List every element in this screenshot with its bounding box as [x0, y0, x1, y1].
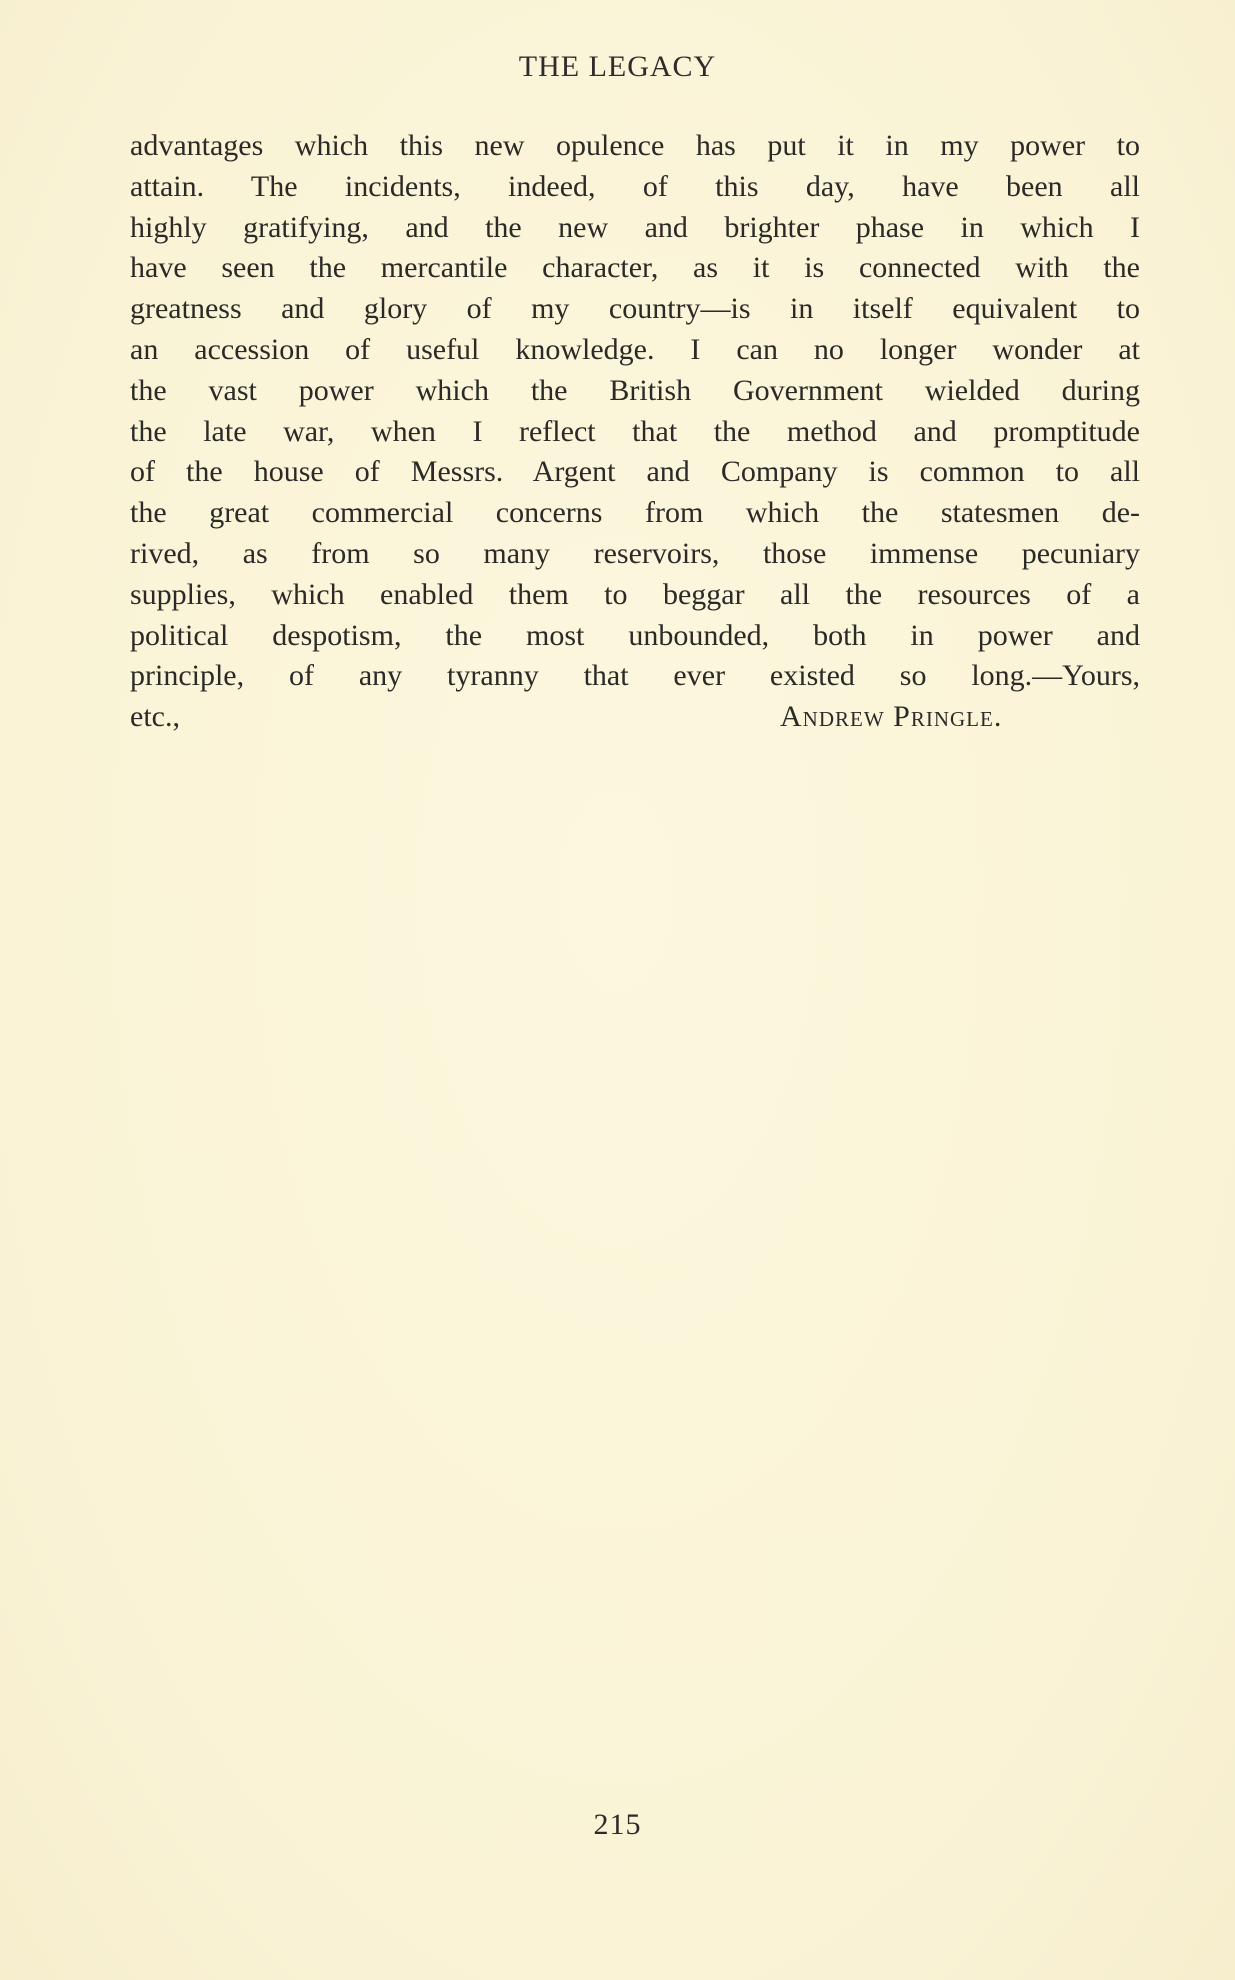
text-line: the great commercial concerns from which the statesmen de-	[130, 496, 1140, 530]
text-line: have seen the mercantile character, as it is connected with the	[130, 251, 1140, 285]
text-line: of the house of Messrs. Argent and Company is common to all	[130, 455, 1140, 489]
author-signature: Andrew Pringle.	[780, 700, 1003, 734]
running-head: THE LEGACY	[518, 50, 717, 83]
text-line: the late war, when I reflect that the method and promptitude	[130, 414, 1140, 448]
text-line: an accession of useful knowledge. I can no longer wonder at	[130, 332, 1140, 366]
body-text	[130, 126, 1140, 738]
letter-signoff	[130, 697, 1140, 738]
text-line: the vast power which the British Government wielded during	[130, 373, 1140, 407]
text-line: greatness and glory of my country—is in itself equivalent to	[130, 292, 1140, 326]
text-line: principle, of any tyranny that ever existed so long.—Yours,	[130, 659, 1140, 693]
text-line: advantages which this new opulence has put it in my power to	[130, 129, 1140, 162]
closing-etc: etc.,	[130, 700, 180, 734]
text-line: supplies, which enabled them to beggar all the resources of a	[130, 577, 1140, 611]
text-line: political despotism, the most unbounded, both in power and	[130, 618, 1140, 652]
page-number: 215	[593, 1808, 642, 1841]
text-line: highly gratifying, and the new and brighter phase in which I	[130, 210, 1140, 244]
text-line: rived, as from so many reservoirs, those immense pecuniary	[130, 536, 1140, 570]
text-line: attain. The incidents, indeed, of this day, have been all	[130, 169, 1140, 203]
